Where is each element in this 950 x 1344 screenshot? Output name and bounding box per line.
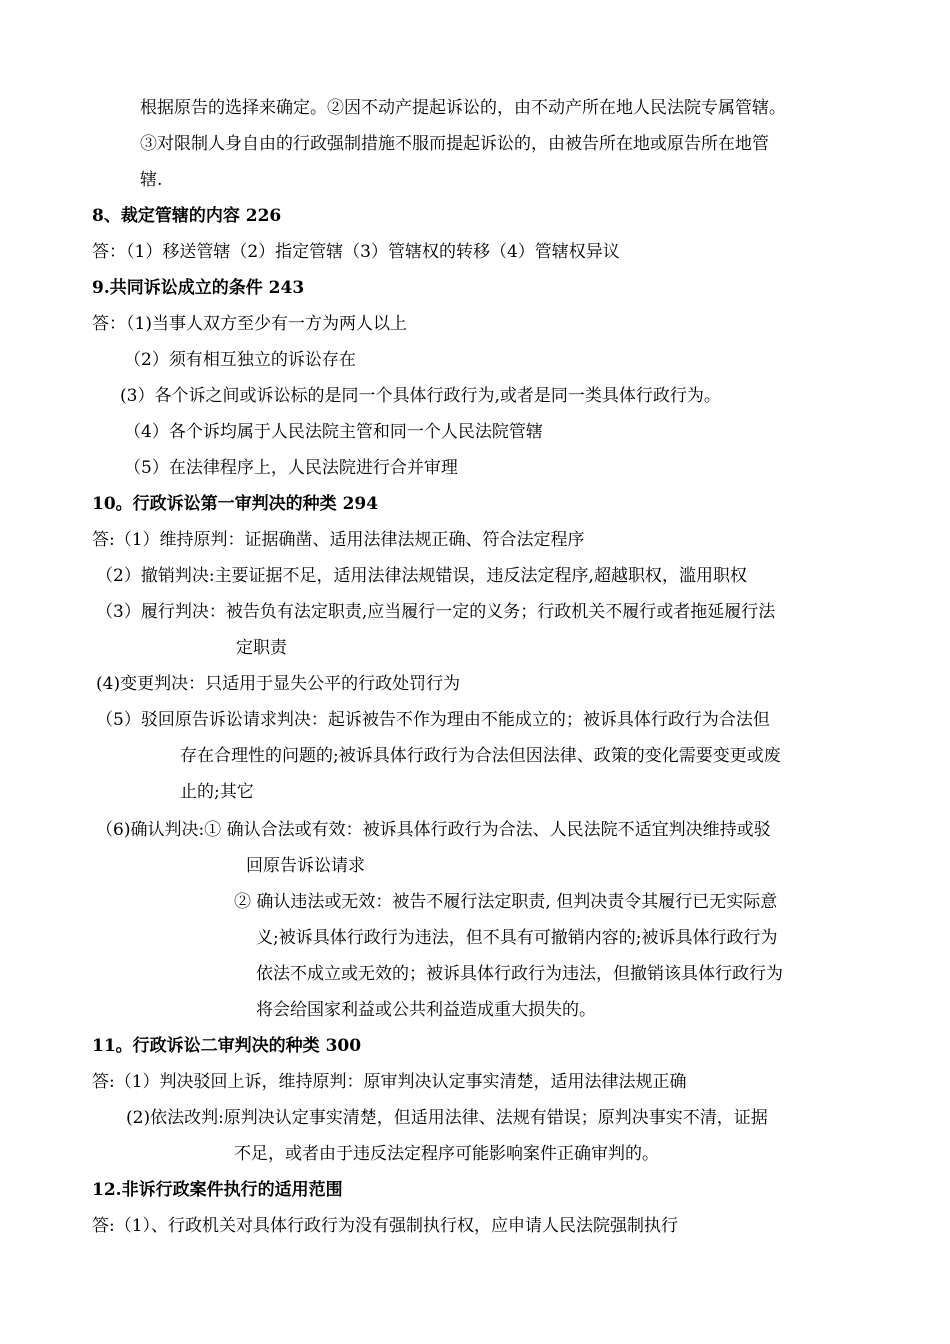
- text-line: （2）撤销判决:主要证据不足，适用法律法规错误，违反法定程序,超越职权，滥用职权: [96, 566, 747, 586]
- section-heading-9: 9.共同诉讼成立的条件 243: [92, 278, 305, 298]
- text-line: 止的;其它: [180, 782, 254, 802]
- text-line: (3）各个诉之间或诉讼标的是同一个具体行政行为,或者是同一类具体行政行为。: [120, 386, 721, 406]
- text-line: 答:（1）维持原判：证据确凿、适用法律法规正确、符合法定程序: [92, 530, 585, 550]
- text-line: (4)变更判决：只适用于显失公平的行政处罚行为: [96, 674, 461, 694]
- section-heading-11: 11。行政诉讼二审判决的种类 300: [92, 1036, 362, 1056]
- text-line: 依法不成立或无效的；被诉具体行政行为违法，但撤销该具体行政行为: [256, 964, 783, 984]
- text-line: （6)确认判决:① 确认合法或有效：被诉具体行政行为合法、人民法院不适宜判决维持或驳: [96, 820, 771, 840]
- text-line: （4）各个诉均属于人民法院主管和同一个人民法院管辖: [124, 422, 543, 442]
- text-line: 回原告诉讼请求: [246, 856, 365, 876]
- text-line: 答:（1）判决驳回上诉，维持原判：原审判决认定事实清楚，适用法律法规正确: [92, 1072, 687, 1092]
- text-line: 答：（1）移送管辖（2）指定管辖（3）管辖权的转移（4）管辖权异议: [92, 242, 620, 262]
- text-line: 定职责: [236, 638, 287, 658]
- text-line: (2)依法改判:原判决认定事实清楚，但适用法律、法规有错误；原判决事实不清，证据: [126, 1108, 768, 1128]
- text-line: ② 确认违法或无效：被告不履行法定职责, 但判决责令其履行已无实际意: [234, 892, 778, 912]
- text-line: 根据原告的选择来确定。②因不动产提起诉讼的，由不动产所在地人民法院专属管辖。: [140, 98, 786, 118]
- section-heading-10: 10。行政诉讼第一审判决的种类 294: [92, 494, 379, 514]
- text-line: （3）履行判决：被告负有法定职责,应当履行一定的义务；行政机关不履行或者拖延履行法: [96, 602, 776, 622]
- text-line: 答：（1)当事人双方至少有一方为两人以上: [92, 314, 407, 334]
- section-heading-12: 12.非诉行政案件执行的适用范围: [92, 1180, 343, 1200]
- text-line: 义;被诉具体行政行为违法，但不具有可撤销内容的;被诉具体行政行为: [256, 928, 778, 948]
- text-line: 辖.: [140, 170, 163, 190]
- text-line: 答:（1）、行政机关对具体行政行为没有强制执行权，应申请人民法院强制执行: [92, 1216, 679, 1236]
- text-line: 不足，或者由于违反法定程序可能影响案件正确审判的。: [234, 1144, 659, 1164]
- text-line: 存在合理性的问题的;被诉具体行政行为合法但因法律、政策的变化需要变更或废: [180, 746, 781, 766]
- text-line: （5）驳回原告诉讼请求判决：起诉被告不作为理由不能成立的；被诉具体行政行为合法但: [96, 710, 770, 730]
- text-line: 将会给国家利益或公共利益造成重大损失的。: [256, 1000, 596, 1020]
- text-line: （5）在法律程序上，人民法院进行合并审理: [124, 458, 458, 478]
- section-heading-8: 8、裁定管辖的内容 226: [92, 206, 282, 226]
- text-line: ③对限制人身自由的行政强制措施不服而提起诉讼的，由被告所在地或原告所在地管: [140, 134, 769, 154]
- text-line: （2）须有相互独立的诉讼存在: [124, 350, 356, 370]
